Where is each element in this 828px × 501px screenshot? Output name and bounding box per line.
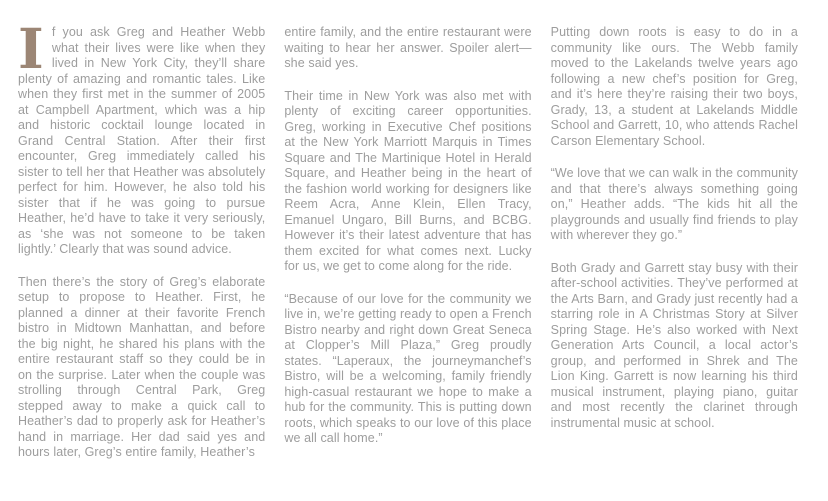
paragraph-intro <box>18 16 266 258</box>
paragraph-text: f you ask Greg and Heather Webb what their lives were like when they lived in New York City, they’ll share plenty of amazing and romantic tales. Like when they first met in the summer of 2005 at Campbell Apartment, which was a hip and historic cocktail lounge located in Grand Central Station. After their first encounter, Greg immediately called his sister to tell her that Heather was absolutely perfect for him. However, he also told his sister that if he was going to pursue Heather, he’d have to take it very seriously, as ‘she was not someone to be taken lightly.’ Clearly that was sound advice. <box>18 25 266 256</box>
paragraph-proposal-continued: entire family, and the entire restaurant were waiting to hear her answer. Spoiler alert—she said yes. <box>284 25 532 70</box>
paragraph-community-quote: “We love that we can walk in the community and that there’s always something going on,” Heather adds. “The kids hit all the playgrounds and usually find friends to play with wherever they go.” <box>550 166 798 242</box>
paragraph-bistro-quote: “Because of our love for the community we live in, we’re getting ready to open a French Bistro nearby and right down Great Seneca at Clopper’s Mill Plaza,” Greg proudly states. “Laperaux, the journeymanchef’s Bistro, will be a welcoming, family friendly high-casual restaurant we hope to make a hub for the community. This is putting down roots, which speaks to our love of this place we all call home.” <box>284 291 532 445</box>
article-column-1 <box>18 16 266 501</box>
paragraph-kids-activities: Both Grady and Garrett stay busy with their after-school activities. They’ve performed at the Arts Barn, and Grady just recently had a starring role in A Christmas Story at Silver Spring Stage. He’s also worked with Next Generation Arts Council, a local actor’s group, and performed in Shrek and The Lion King. Garrett is now learning his third musical instrument, playing piano, guitar and most recently the clarinet through instrumental music at school. <box>550 260 798 430</box>
paragraph-careers: Their time in New York was also met with plenty of exciting career opportunities. Greg, working in Executive Chef positions at the New York Marriott Marquis in Times Square and The Martinique Hotel in Herald Square, and Heather being in the heart of the fashion world working for designers like Reem Acra, Anne Klein, Ellen Tracy, Emanuel Ungaro, Bill Burns, and BCBG. However it’s their latest adventure that has them excited for what comes next. Lucky for us, we get to come along for the ride. <box>284 88 532 273</box>
article-column-3 <box>551 25 798 501</box>
paragraph-proposal-story: Then there’s the story of Greg’s elaborate setup to propose to Heather. First, he planned a dinner at their favorite French bistro in Midtown Manhattan, and before the big night, he shared his plans with the entire restaurant staff so they could be in on the surprise. Later when the couple was strolling through Central Park, Greg stepped away to make a quick call to Heather’s dad to properly ask for Heather’s hand in marriage. Her dad said yes and hours later, Greg’s entire family, Heather’s <box>18 274 266 459</box>
drop-cap-letter: I <box>18 16 44 81</box>
article-column-2 <box>284 25 531 501</box>
paragraph-roots: Putting down roots is easy to do in a community like ours. The Webb family moved to the Lakelands twelve years ago following a new chef’s position for Greg, and it’s here they’re raising their two boys, Grady, 13, a student at Lakelands Middle School and Garrett, 10, who attends Rachel Carson Elementary School. <box>550 25 798 148</box>
